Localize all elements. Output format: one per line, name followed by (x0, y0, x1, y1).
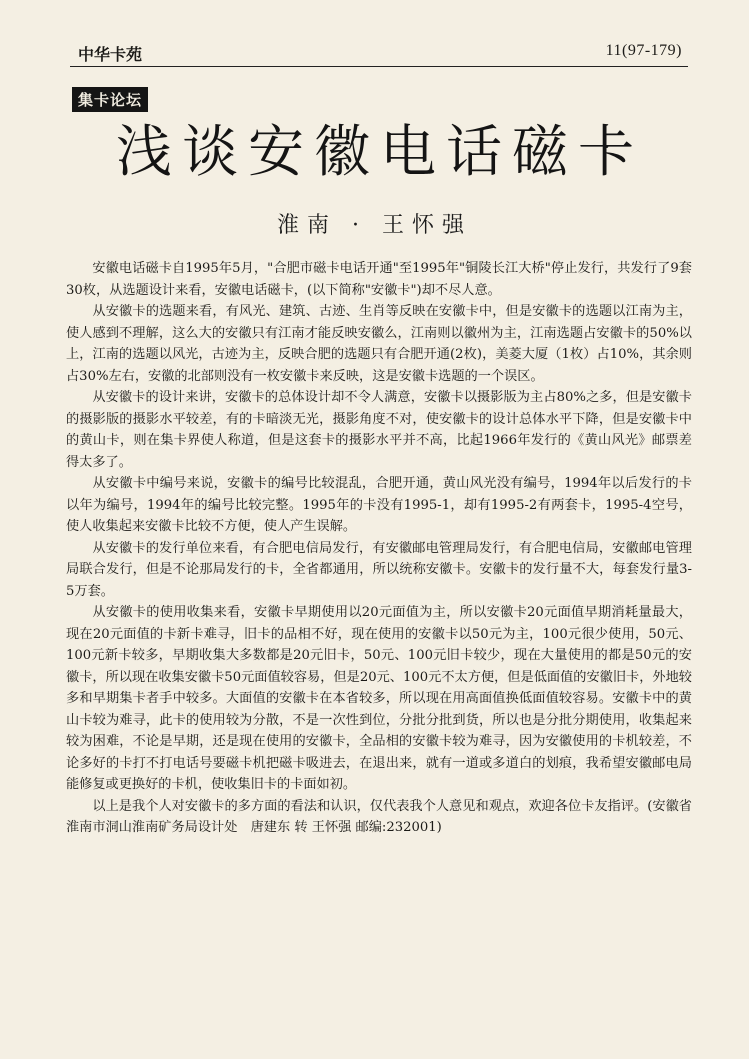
paragraph-3: 从安徽卡的设计来讲，安徽卡的总体设计却不令人满意，安徽卡以摄影版为主占80%之多，但是安徽卡的摄影版的摄影水平较差，有的卡暗淡无光，摄影角度不对，使安徽卡的设计总体水平下降，但是安徽卡中的黄山卡，则在集卡界使人称道，但是这套卡的摄影水平并不高，比起1966年发行的《黄山风光》邮票差得太多了。 (66, 390, 692, 470)
section-tag: 集卡论坛 (72, 87, 148, 112)
article-title: 浅谈安徽电话磁卡 (116, 120, 644, 185)
issue-number: 11(97-179) (605, 42, 682, 59)
article-body (66, 258, 692, 839)
paragraph-5: 从安徽卡的发行单位来看，有合肥电信局发行，有安徽邮电管理局发行，有合肥电信局，安徽邮电管理局联合发行，但是不论那局发行的卡，全省都通用，所以统称安徽卡。安徽卡的发行量不大，每套发行量3-5万套。 (66, 540, 692, 599)
paragraph-2: 从安徽卡的选题来看，有风光、建筑、古迹、生肖等反映在安徽卡中，但是安徽卡的选题以江南为主，使人感到不理解，这么大的安徽只有江南才能反映安徽么，江南则以徽州为主，江南选题占安徽卡的50%以上，江南的选题以风光，古迹为主，反映合肥的选题只有合肥开通(2枚)，美菱大厦（1枚）占10%，其余则占30%左右，安徽的北部则没有一枚安徽卡来反映，这是安徽卡选题的一个误区。 (66, 304, 692, 384)
page-header (70, 36, 688, 67)
magazine-name: 中华卡苑 (78, 45, 143, 64)
article-author: 淮南 · 王怀强 (277, 213, 472, 238)
paragraph-1: 安徽电话磁卡自1995年5月，"合肥市磁卡电话开通"至1995年"铜陵长江大桥"停止发行，共发行了9套30枚，从选题设计来看，安徽电话磁卡，(以下简称"安徽卡")却不尽人意。 (66, 261, 692, 298)
paragraph-7: 以上是我个人对安徽卡的多方面的看法和认识，仅代表我个人意见和观点，欢迎各位卡友指评。(安徽省淮南市洞山淮南矿务局设计处 唐建东 转 王怀强 邮编:232001) (66, 798, 692, 835)
paragraph-4: 从安徽卡中编号来说，安徽卡的编号比较混乱，合肥开通，黄山风光没有编号，1994年以后发行的卡以年为编号，1994年的编号比较完整。1995年的卡没有1995-1，却有1995-2有两套卡，1995-4空号，使人收集起来安徽卡比较不方便，使人产生误解。 (66, 476, 692, 534)
paragraph-6: 从安徽卡的使用收集来看，安徽卡早期使用以20元面值为主，所以安徽卡20元面值早期消耗量最大，现在20元面值的卡新卡难寻，旧卡的品相不好，现在使用的安徽卡以50元为主，100元很少使用，50元、100元新卡较多，早期收集大多数都是20元旧卡，50元、100元旧卡较少，现在大量使用的都是50元的安徽卡，所以现在收集安徽卡50元面值较容易，但是20元、100元不太方便，但是低面值的安徽旧卡，外地较多和早期集卡者手中较多。大面值的安徽卡在本省较多，所以现在用高面值换低面值较容易。安徽卡中的黄山卡较为难寻，此卡的使用较为分散，不是一次性到位，分批分批到货，所以也是分批分期使用，收集起来较为困难，不论是早期，还是现在使用的安徽卡，全品相的安徽卡较为难寻，因为安徽使用的卡机较差，不论多好的卡打不打电话号要磁卡机把磁卡吸进去，在退出来，就有一道或多道白的划痕，我希望安徽邮电局能修复或更换好的卡机，使收集旧卡的卡面如初。 (66, 605, 692, 792)
